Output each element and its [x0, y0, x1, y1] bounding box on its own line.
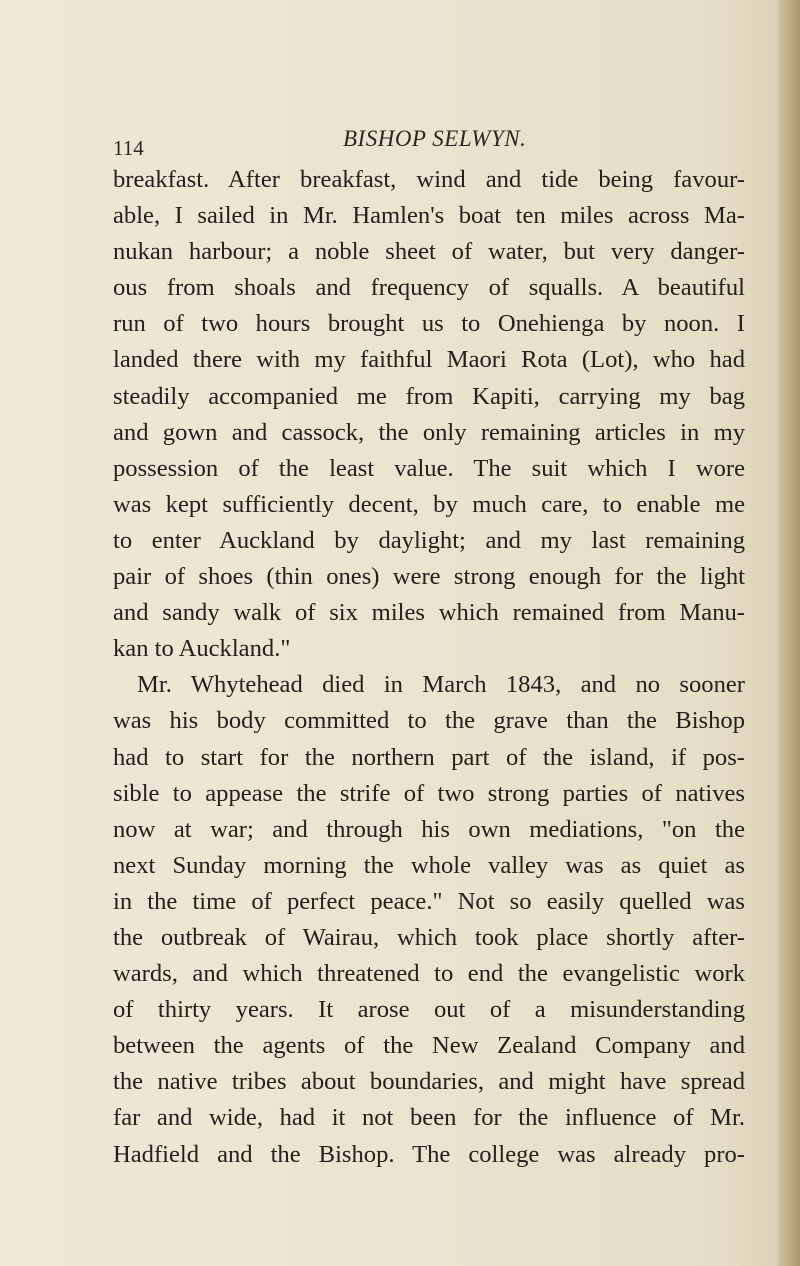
- text-line: Hadfield and the Bishop. The college was already pro-: [113, 1140, 745, 1168]
- text-line: landed there with my faithful Maori Rota (Lot), who had: [113, 346, 745, 374]
- text-line: of thirty years. It arose out of a misunderstanding: [113, 996, 745, 1024]
- text-line: possession of the least value. The suit which I wore: [113, 454, 745, 482]
- text-line: was his body committed to the grave than the Bishop: [113, 707, 745, 735]
- text-line: breakfast. After breakfast, wind and tide being favour-: [113, 166, 745, 193]
- text-line: far and wide, had it not been for the influence of Mr.: [113, 1104, 745, 1132]
- text-line: in the time of perfect peace." Not so easily quelled was: [113, 887, 745, 915]
- text-line: between the agents of the New Zealand Company and: [113, 1032, 745, 1060]
- text-line: Mr. Whytehead died in March 1843, and no sooner: [137, 671, 745, 699]
- text-line: sible to appease the strife of two strong parties of natives: [113, 779, 745, 807]
- text-line: nukan harbour; a noble sheet of water, but very danger-: [113, 238, 745, 266]
- text-line: and gown and cassock, the only remaining articles in my: [113, 418, 745, 446]
- text-line: the native tribes about boundaries, and might have spread: [113, 1068, 745, 1096]
- text-line: had to start for the northern part of the island, if pos-: [113, 743, 745, 771]
- book-edge: [782, 0, 800, 1266]
- text-line: wards, and which threatened to end the evangelistic work: [113, 960, 745, 988]
- page-header: [113, 126, 753, 162]
- running-head: BISHOP SELWYN.: [343, 126, 527, 151]
- text-line: steadily accompanied me from Kapiti, carrying my bag: [113, 382, 745, 410]
- text-line: to enter Auckland by daylight; and my last remaining: [113, 526, 745, 554]
- text-line: next Sunday morning the whole valley was as quiet as: [113, 851, 745, 879]
- text-line: the outbreak of Wairau, which took place shortly after-: [113, 923, 745, 951]
- text-line: ous from shoals and frequency of squalls. A beautiful: [113, 274, 745, 302]
- text-line: kan to Auckland.": [113, 635, 291, 663]
- text-line: now at war; and through his own mediations, "on the: [113, 815, 745, 843]
- text-line: able, I sailed in Mr. Hamlen's boat ten miles across Ma-: [113, 202, 745, 230]
- page-number: 114: [113, 136, 144, 160]
- text-line: run of two hours brought us to Onehienga by noon. I: [113, 310, 745, 338]
- body-text: [113, 162, 745, 1173]
- text-line: was kept sufficiently decent, by much care, to enable me: [113, 490, 745, 518]
- text-line: pair of shoes (thin ones) were strong enough for the light: [113, 563, 745, 591]
- text-line: and sandy walk of six miles which remained from Manu-: [113, 599, 745, 627]
